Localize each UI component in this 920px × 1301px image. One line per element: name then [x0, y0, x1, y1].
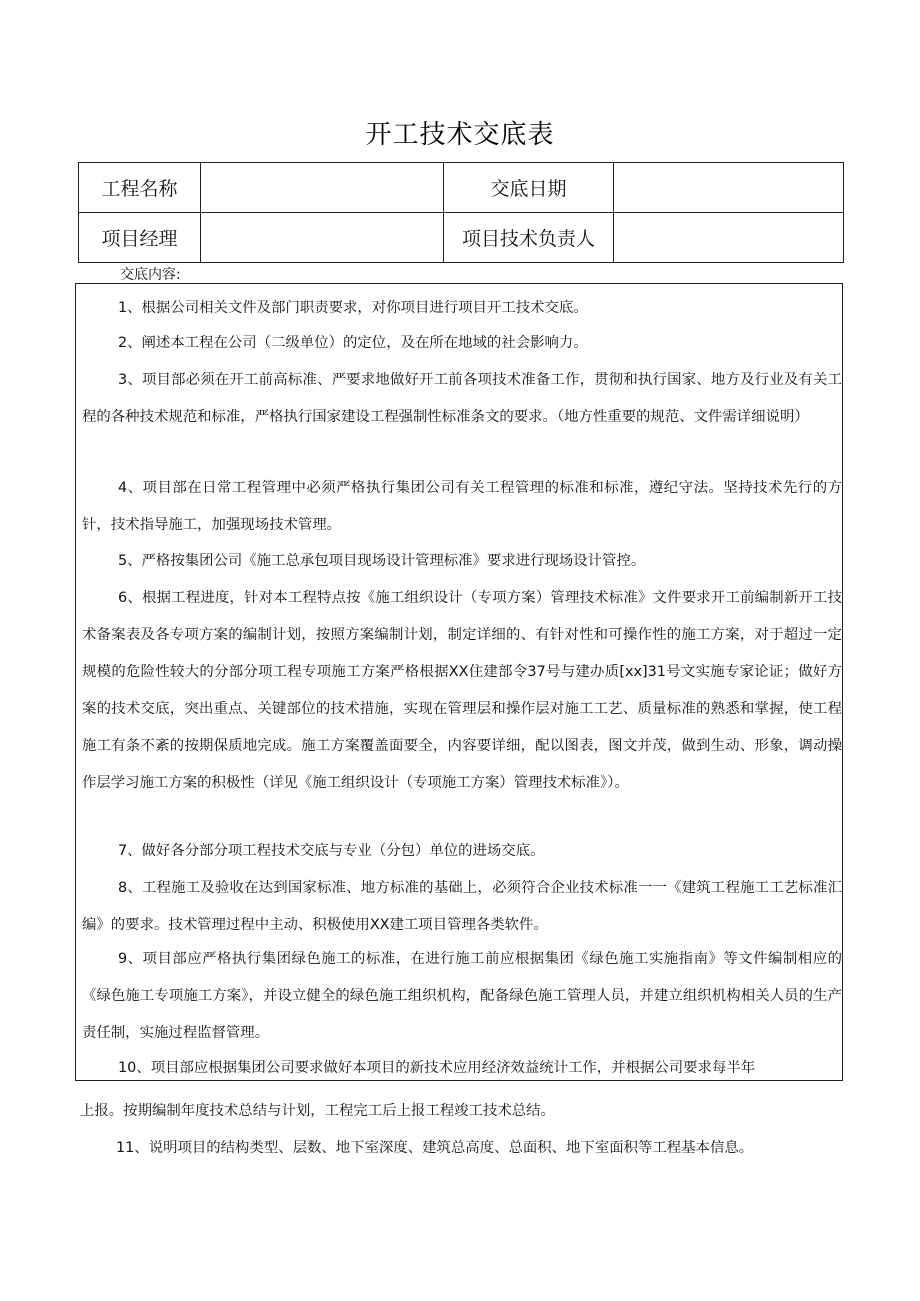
page-title: 开工技术交底表: [365, 120, 555, 150]
project-name-field[interactable]: [201, 163, 444, 213]
content-item-6: 6、根据工程进度，针对本工程特点按《施工组织设计（专项方案）管理技术标准》文件要求开工前编制新开工技术备案表及各专项方案的编制计划，按照方案编制计划，制定详细的、有针对性和可操作性的施工方案，对于超过一定规模的危险性较大的分部分项工程专项施工方案严格根据XX住建部令37号与建办质[xx]31号文实施专家论证；做好方案的技术交底，突出重点、关键部位的技术措施，实现在管理层和操作层对施工工艺、质量标准的熟悉和掌握，使工程施工有条不紊的按期保质地完成。施工方案覆盖面要全，内容要详细，配以图表，图文并茂，做到生动、形象，调动操作层学习施工方案的积极性（详见《施工组织设计（专项施工方案）管理技术标准》）。: [82, 590, 842, 791]
content-item-11: 11、说明项目的结构类型、层数、地下室深度、建筑总高度、总面积、地下室面积等工程基本信息。: [116, 1140, 754, 1156]
content-item-5: 5、严格按集团公司《施工总承包项目现场设计管理标准》要求进行现场设计管控。: [118, 553, 646, 569]
handover-date-field[interactable]: [614, 163, 844, 213]
table-row: [79, 213, 844, 263]
tech-lead-field[interactable]: [614, 213, 844, 263]
project-manager-field[interactable]: [201, 213, 444, 263]
content-item-4: 4、项目部在日常工程管理中必须严格执行集团公司有关工程管理的标准和标准，遵纪守法。坚持技术先行的方针，技术指导施工，加强现场技术管理。: [82, 480, 842, 533]
content-label: 交底内容:: [120, 267, 181, 283]
handover-date-label: 交底日期: [444, 163, 614, 213]
content-item-9: 9、项目部应严格执行集团绿色施工的标准，在进行施工前应根据集团《绿色施工实施指南》等文件编制相应的《绿色施工专项施工方案》，并设立健全的绿色施工组织机构，配备绿色施工管理人员，并建立组织机构相关人员的生产责任制，实施过程监督管理。: [82, 951, 842, 1041]
project-name-label: 工程名称: [79, 163, 201, 213]
table-row: [79, 163, 844, 213]
content-item-1: 1、根据公司相关文件及部门职责要求，对你项目进行项目开工技术交底。: [118, 300, 588, 316]
content-item-2: 2、阐述本工程在公司（二级单位）的定位，及在所在地域的社会影响力。: [118, 335, 588, 351]
project-manager-label: 项目经理: [79, 213, 201, 263]
content-item-3: 3、项目部必须在开工前高标准、严要求地做好开工前各项技术准备工作，贯彻和执行国家、地方及行业及有关工程的各种技术规范和标准，严格执行国家建设工程强制性标准条文的要求。（地方性重要的规范、文件需详细说明）: [82, 372, 842, 425]
content-item-10: 10、项目部应根据集团公司要求做好本项目的新技术应用经济效益统计工作，并根据公司要求每半年: [118, 1060, 756, 1076]
tech-lead-label: 项目技术负责人: [444, 213, 614, 263]
content-item-10-continued: 上报。按期编制年度技术总结与计划，工程完工后上报工程竣工技术总结。: [80, 1103, 555, 1119]
content-item-7: 7、做好各分部分项工程技术交底与专业（分包）单位的进场交底。: [118, 843, 545, 859]
content-item-8: 8、工程施工及验收在达到国家标准、地方标准的基础上，必须符合企业技术标准一一《建筑工程施工工艺标准汇编》的要求。技术管理过程中主动、积极使用XX建工项目管理各类软件。: [82, 880, 842, 933]
project-info-table: [78, 162, 844, 263]
